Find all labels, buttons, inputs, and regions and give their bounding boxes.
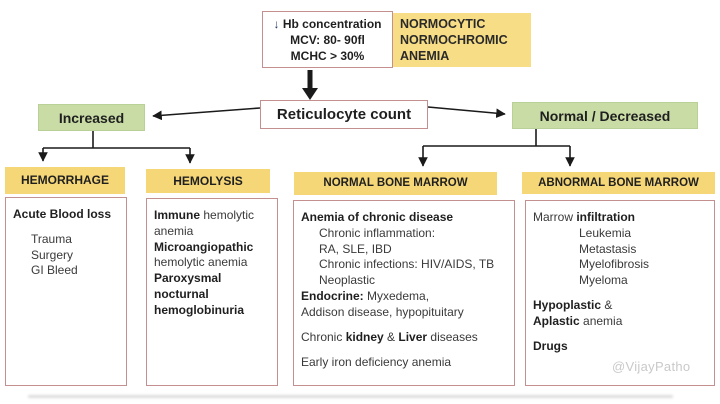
text-line [533, 226, 710, 242]
text-line [263, 32, 392, 48]
normal-bone-marrow-causes-box [293, 200, 515, 386]
text-segment: Chronic inflammation: [319, 225, 436, 240]
text-line [533, 242, 710, 258]
text-line [533, 298, 710, 314]
hb-criteria-box [262, 11, 393, 68]
text-line [263, 48, 392, 64]
text-segment: diseases [427, 329, 478, 344]
text-line [533, 314, 710, 330]
text-segment: Aplastic [533, 313, 580, 328]
header-hemolysis: HEMOLYSIS [146, 169, 270, 193]
text-line [301, 273, 510, 289]
text-line [263, 16, 392, 32]
text-line [533, 273, 710, 289]
header-normal-bone-marrow: NORMAL BONE MARROW [294, 172, 497, 195]
reticulocyte-count-box: Reticulocyte count [260, 100, 428, 129]
text-segment: Surgery [31, 247, 74, 262]
text-segment: Trauma [31, 231, 72, 246]
text-line [154, 255, 273, 271]
text-line [154, 287, 273, 303]
text-segment: Metastasis [579, 241, 637, 256]
text-segment: & [383, 329, 399, 344]
arrow-to-normal-decreased [428, 107, 505, 114]
text-segment: Myelofibrosis [579, 257, 650, 272]
text-segment: Chronic [301, 329, 346, 344]
text-line [533, 339, 710, 355]
text-segment: & [601, 298, 613, 313]
text-line [13, 232, 122, 248]
text-line [13, 263, 122, 279]
hemolysis-causes-box [146, 198, 278, 386]
text-segment: Addison disease, hypopituitary [301, 304, 464, 319]
text-segment: MCHC > 30% [290, 49, 365, 63]
text-segment: RA, SLE, IBD [319, 241, 392, 256]
text-segment: hemolytic anemia [154, 255, 248, 270]
text-segment: GI Bleed [31, 263, 78, 278]
text-segment: anemia [154, 223, 194, 238]
text-line [533, 210, 710, 226]
text-line [301, 257, 510, 273]
branch-label-increased: Increased [38, 104, 145, 131]
text-line [301, 210, 510, 226]
text-segment: hemolytic [200, 208, 255, 222]
text-segment: Acute Blood loss [13, 207, 112, 221]
text-line [301, 226, 510, 242]
text-segment: Liver [398, 329, 428, 344]
text-line [154, 303, 273, 319]
text-segment: MCV: 80- 90fl [290, 33, 365, 47]
text-line [154, 271, 273, 287]
anemia-type-label [393, 13, 531, 67]
text-line [533, 257, 710, 273]
text-segment: kidney [345, 329, 384, 344]
text-line [301, 330, 510, 346]
watermark: @VijayPatho [612, 359, 691, 374]
text-segment: Hb concentration [279, 17, 382, 31]
text-line [154, 224, 273, 240]
text-segment: Leukemia [579, 225, 632, 240]
text-segment: hemoglobinuria [154, 302, 244, 317]
text-line [301, 242, 510, 258]
text-line: ANEMIA [400, 49, 450, 63]
text-segment: Marrow [533, 210, 577, 224]
text-line [154, 208, 273, 224]
text-line [301, 305, 510, 321]
text-segment: Microangiopathic [154, 239, 254, 254]
text-segment: Immune [154, 208, 201, 222]
text-line: NORMOCHROMIC [400, 33, 508, 47]
text-segment: Myeloma [579, 273, 628, 288]
text-segment: Early iron deficiency anemia [301, 354, 452, 369]
text-segment: Neoplastic [319, 273, 376, 288]
header-hemorrhage: HEMORRHAGE [5, 167, 125, 194]
text-segment: Drugs [533, 338, 568, 353]
text-segment: Anemia of chronic disease [301, 210, 454, 224]
text-line [13, 248, 122, 264]
text-segment: Hypoplastic [533, 298, 602, 313]
hemorrhage-causes-box [5, 197, 127, 386]
text-line [13, 207, 122, 223]
text-line [301, 289, 510, 305]
arrowhead-top [302, 88, 318, 100]
text-segment: infiltration [576, 210, 636, 224]
text-segment: Endocrine: [301, 289, 364, 304]
text-segment: Myxedema, [363, 289, 430, 304]
text-segment: Paroxysmal [154, 271, 222, 286]
text-line [301, 355, 510, 371]
text-segment: ↓ [273, 17, 280, 31]
text-line: NORMOCYTIC [400, 17, 486, 31]
text-segment: Chronic infections: HIV/AIDS, TB [319, 257, 495, 272]
arrow-to-increased [153, 108, 260, 116]
text-segment: anemia [579, 313, 623, 328]
header-abnormal-bone-marrow: ABNORMAL BONE MARROW [522, 172, 715, 194]
text-line [154, 240, 273, 256]
bottom-shadow [28, 395, 673, 398]
branch-label-normal-decreased: Normal / Decreased [512, 102, 698, 129]
text-segment: nocturnal [154, 287, 209, 302]
